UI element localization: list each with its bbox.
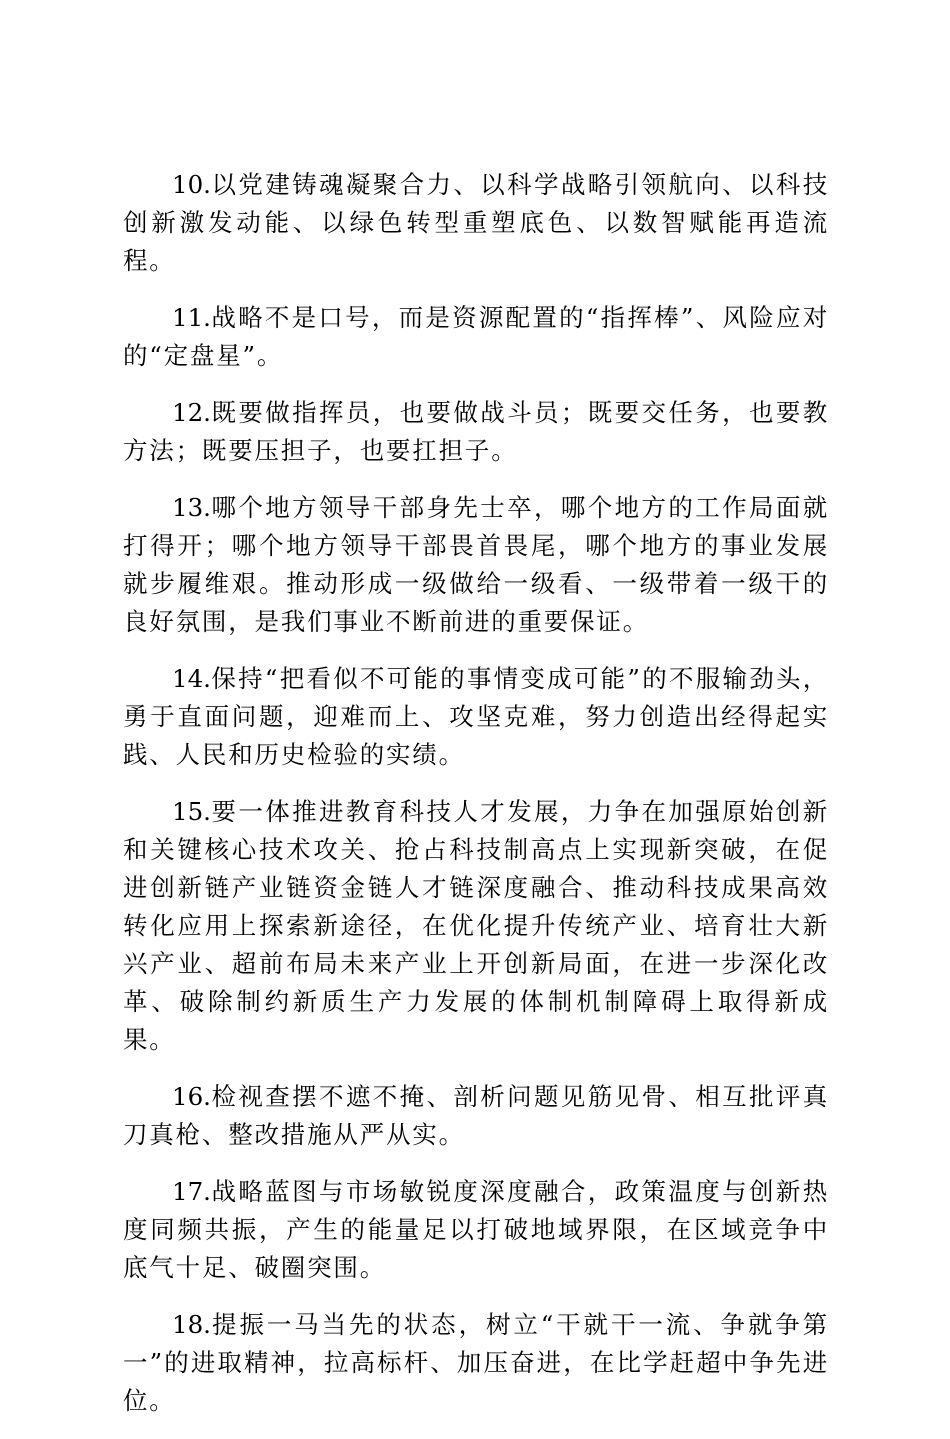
- paragraph-number: 15.: [172, 797, 211, 826]
- paragraph-text: 要一体推进教育科技人才发展，力争在加强原始创新和关键核心技术攻关、抢占科技制高点上实现新突破，在促进创新链产业链资金链人才链深度融合、推动科技成果高效转化应用上探索新途径，在优化提升传统产业、培育壮大新兴产业、超前布局未来产业上开创新局面，在进一步深化改革、破除制约新质生产力发展的体制机制障碍上取得新成果。: [123, 797, 829, 1054]
- paragraph-text: 战略蓝图与市场敏锐度深度融合，政策温度与创新热度同频共振，产生的能量足以打破地域界限，在区域竞争中底气十足、破圈突围。: [123, 1177, 829, 1282]
- paragraph-number: 14.: [172, 664, 211, 693]
- paragraph-text: 哪个地方领导干部身先士卒，哪个地方的工作局面就打得开；哪个地方领导干部畏首畏尾，哪个地方的事业发展就步履维艰。推动形成一级做给一级看、一级带着一级干的良好氛围，是我们事业不断前进的重要保证。: [123, 493, 829, 636]
- paragraph-number: 18.: [172, 1310, 211, 1339]
- paragraph-number: 12.: [172, 398, 211, 427]
- paragraph-18: [123, 1306, 829, 1420]
- paragraph-text: 提振一马当先的状态，树立“干就干一流、争就争第一”的进取精神，拉高标杆、加压奋进，在比学赶超中争先进位。: [123, 1310, 829, 1415]
- paragraph-number: 13.: [172, 493, 211, 522]
- document-body: [123, 166, 829, 1439]
- paragraph-17: [123, 1173, 829, 1287]
- paragraph-16: [123, 1078, 829, 1154]
- paragraph-text: 以党建铸魂凝聚合力、以科学战略引领航向、以科技创新激发动能、以绿色转型重塑底色、以数智赋能再造流程。: [123, 170, 829, 275]
- paragraph-10: [123, 166, 829, 280]
- paragraph-text: 保持“把看似不可能的事情变成可能”的不服输劲头，勇于直面问题，迎难而上、攻坚克难，努力创造出经得起实践、人民和历史检验的实绩。: [123, 664, 829, 769]
- paragraph-text: 检视查摆不遮不掩、剖析问题见筋见骨、相互批评真刀真枪、整改措施从严从实。: [123, 1082, 829, 1149]
- paragraph-number: 16.: [172, 1082, 211, 1111]
- paragraph-12: [123, 394, 829, 470]
- paragraph-14: [123, 660, 829, 774]
- paragraph-number: 10.: [172, 170, 211, 199]
- paragraph-number: 17.: [172, 1177, 211, 1206]
- paragraph-15: [123, 793, 829, 1059]
- paragraph-text: 既要做指挥员，也要做战斗员；既要交任务，也要教方法；既要压担子，也要扛担子。: [123, 398, 829, 465]
- paragraph-13: [123, 489, 829, 641]
- paragraph-number: 11.: [172, 303, 211, 332]
- paragraph-11: [123, 299, 829, 375]
- paragraph-text: 战略不是口号，而是资源配置的“指挥棒”、风险应对的“定盘星”。: [123, 303, 829, 370]
